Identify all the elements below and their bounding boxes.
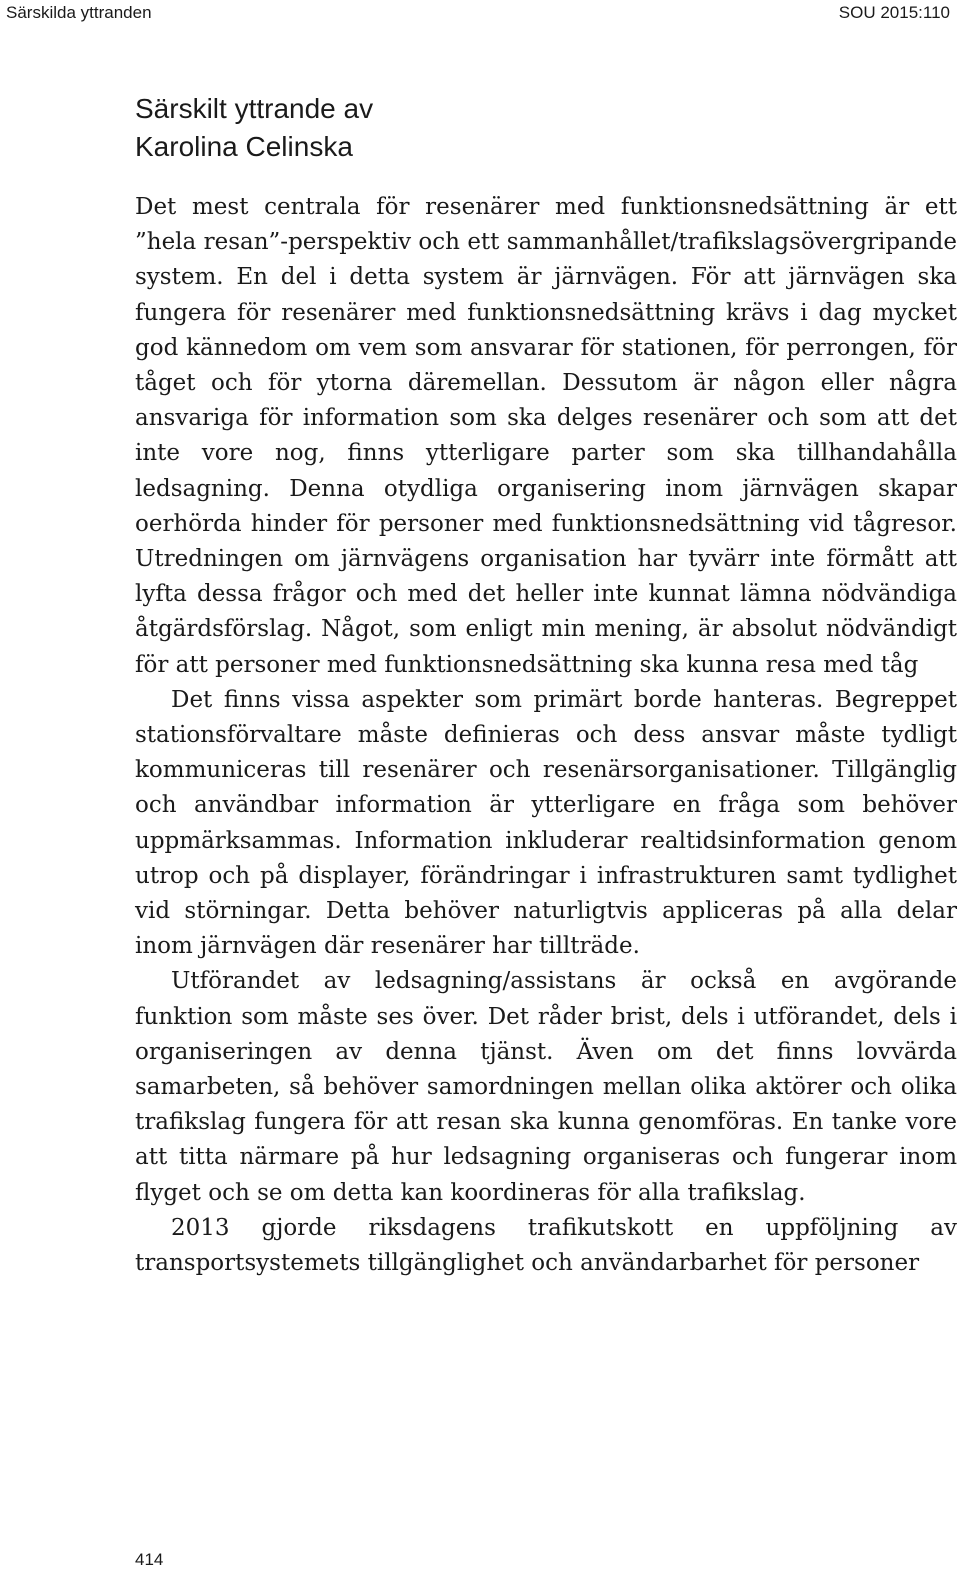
paragraph-2: Det finns vissa aspekter som primärt borde hanteras. Begreppet stationsförvaltare måste definieras och dess ansvar måste tydligt kommuniceras till resenärer och resenärsorganisationer. Tillgänglig och användbar information är ytterligare en fråga som behöver uppmärksammas. Information inkluderar realtidsinformation genom utrop och på displayer, förändringar i infrastrukturen samt tydlighet vid störningar. Detta behöver naturligtvis appliceras på alla delar inom järnvägen där resenärer har tillträde. bbox=[135, 686, 957, 960]
header-report-id: SOU 2015:110 bbox=[838, 3, 950, 22]
title-line-2: Karolina Celinska bbox=[135, 131, 353, 162]
page-number: 414 bbox=[135, 1550, 164, 1569]
header-section-title: Särskilda yttranden bbox=[6, 3, 152, 22]
paragraph-3: Utförandet av ledsagning/assistans är också en avgörande funktion som måste ses över. Det råder brist, dels i utförandet, dels i organiseringen av denna tjänst. Även om det finns lovvärda samarbeten, så behöver samordningen mellan olika aktörer och olika trafikslag fungera för att resan ska kunna genomföras. En tanke vore att titta närmare på hur ledsagning organiseras och fungerar inom flyget och se om detta kan koordineras för alla trafikslag. bbox=[135, 968, 957, 1206]
page-title bbox=[135, 90, 835, 166]
running-header bbox=[6, 3, 950, 25]
paragraph-4: 2013 gjorde riksdagens trafikutskott en uppföljning av transportsystemets tillgänglighet och användarbarhet för personer bbox=[135, 1214, 957, 1277]
title-line-1: Särskilt yttrande av bbox=[135, 93, 374, 124]
paragraph-1: Det mest centrala för resenärer med funktionsnedsättning är ett ”hela resan”-perspektiv och ett sammanhållet/trafikslagsövergripande system. En del i detta system är järnvägen. För att järnvägen ska fungera för resenärer med funktionsnedsättning krävs i dag mycket god kännedom om vem som ansvarar för stationen, för perrongen, för tåget och för ytorna däremellan. Dessutom är någon eller några ansvariga för information som ska delges resenärer och som att det inte vore nog, finns ytterligare parter som ska tillhandahålla ledsagning. Denna otydliga organisering inom järnvägen skapar oerhörda hinder för personer med funktionsnedsättning vid tågresor. Utredningen om järnvägens organisation har tyvärr inte förmått att lyfta dessa frågor och med det heller inte kunnat lämna nödvändiga åtgärdsförslag. Något, som enligt min mening, är absolut nödvändigt för att personer med funktionsnedsättning ska kunna resa med tåg bbox=[135, 194, 957, 678]
body-text bbox=[135, 190, 957, 1281]
